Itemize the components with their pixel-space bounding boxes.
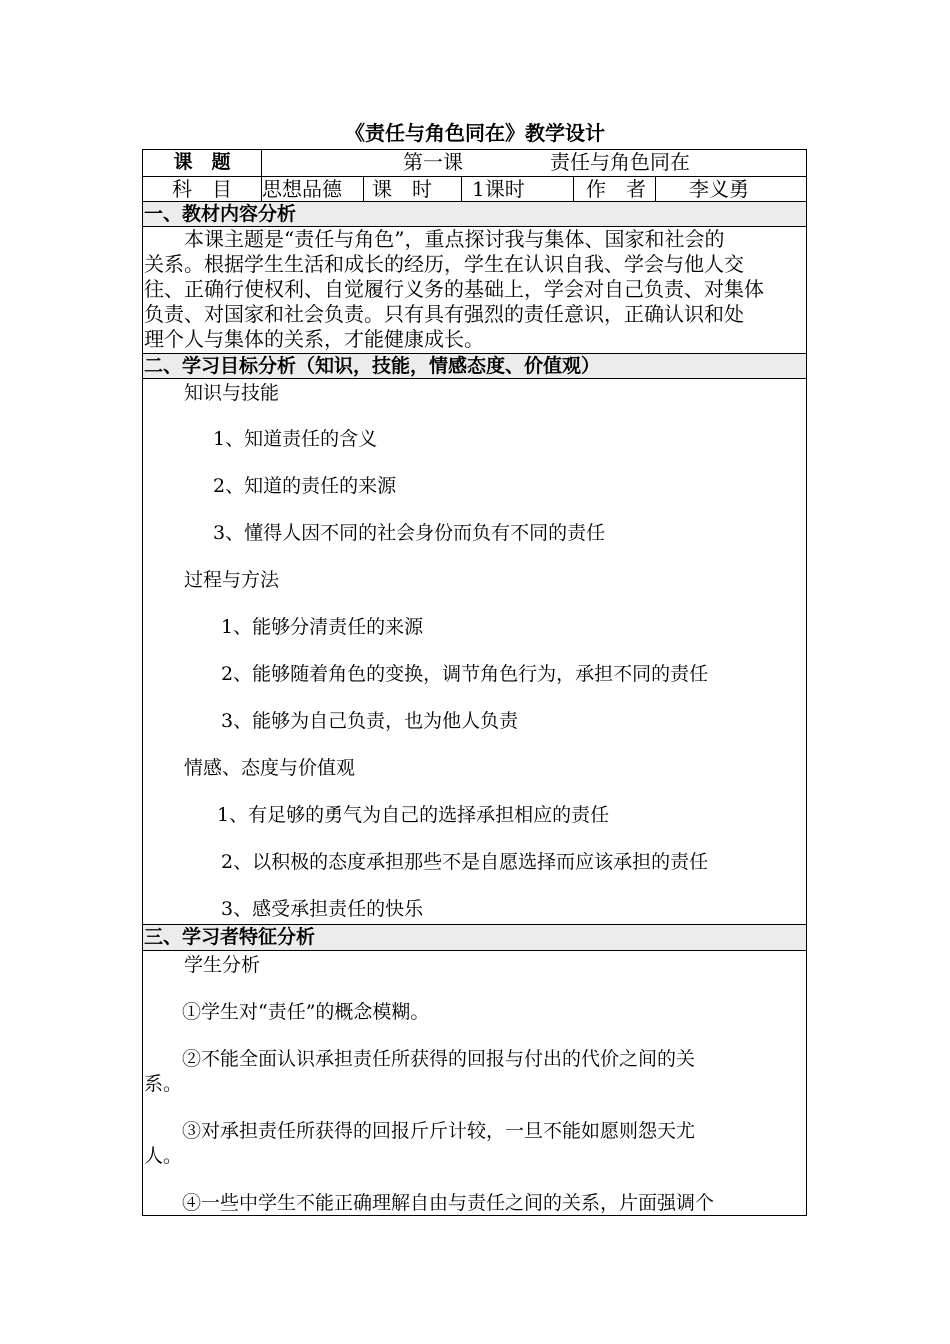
info-row [143, 177, 806, 202]
student-analysis-item: ①学生对“责任”的概念模糊。 [182, 1001, 430, 1023]
document-title: 《责任与角色同在》教学设计 [345, 121, 605, 145]
subject-value: 思想品德 [262, 177, 364, 201]
section-2-body [143, 379, 806, 925]
topic-label: 课 题 [143, 150, 262, 176]
student-analysis-item-cont: 系。 [144, 1073, 183, 1095]
process-title: 过程与方法 [184, 569, 280, 591]
emotion-item: 2、以积极的态度承担那些不是自愿选择而应该承担的责任 [221, 851, 709, 873]
section-1-line: 负责、对国家和社会负责。只有具有强烈的责任意识，正确认识和处 [144, 302, 744, 326]
knowledge-item: 1、知道责任的含义 [213, 428, 378, 450]
emotion-item: 1、有足够的勇气为自己的选择承担相应的责任 [217, 804, 610, 826]
section-3-heading: 三、学习者特征分析 [143, 925, 806, 951]
knowledge-item: 2、知道的责任的来源 [213, 475, 397, 497]
knowledge-item: 3、懂得人因不同的社会身份而负有不同的责任 [213, 522, 606, 544]
student-analysis-item-cont: 人。 [144, 1145, 183, 1167]
section-1-line: 理个人与集体的关系，才能健康成长。 [144, 327, 484, 351]
process-item: 2、能够随着角色的变换，调节角色行为，承担不同的责任 [221, 663, 709, 685]
section-1-line: 本课主题是“责任与角色”，重点探讨我与集体、国家和社会的 [184, 227, 725, 251]
lesson-plan-table [142, 149, 807, 1216]
section-2-heading: 二、学习目标分析（知识，技能，情感态度、价值观） [143, 354, 806, 379]
period-label: 课 时 [364, 177, 462, 201]
section-1-line: 往、正确行使权利、自觉履行义务的基础上，学会对自己负责、对集体 [144, 277, 764, 301]
knowledge-title: 知识与技能 [184, 382, 280, 404]
lesson-title: 责任与角色同在 [550, 150, 690, 174]
student-analysis-item: ②不能全面认识承担责任所获得的回报与付出的代价之间的关 [182, 1048, 696, 1070]
section-1-heading: 一、教材内容分析 [143, 202, 806, 227]
topic-row [143, 150, 806, 177]
process-item: 3、能够为自己负责，也为他人负责 [221, 710, 519, 732]
student-analysis-title: 学生分析 [184, 954, 261, 976]
section-1-line: 关系。根据学生生活和成长的经历，学生在认识自我、学会与他人交 [144, 252, 744, 276]
process-item: 1、能够分清责任的来源 [221, 616, 424, 638]
subject-label: 科 目 [143, 177, 262, 201]
section-1-body [143, 227, 806, 354]
emotion-item: 3、感受承担责任的快乐 [221, 898, 424, 920]
student-analysis-item: ④一些中学生不能正确理解自由与责任之间的关系，片面强调个 [182, 1192, 715, 1214]
lesson-number: 第一课 [403, 150, 463, 174]
emotion-title: 情感、态度与价值观 [184, 757, 356, 779]
author-value: 李义勇 [689, 177, 749, 201]
student-analysis-item: ③对承担责任所获得的回报斤斤计较，一旦不能如愿则怨天尤 [182, 1120, 696, 1142]
section-3-body [143, 951, 806, 1215]
author-label: 作 者 [574, 177, 656, 201]
period-value: 1课时 [462, 177, 574, 201]
